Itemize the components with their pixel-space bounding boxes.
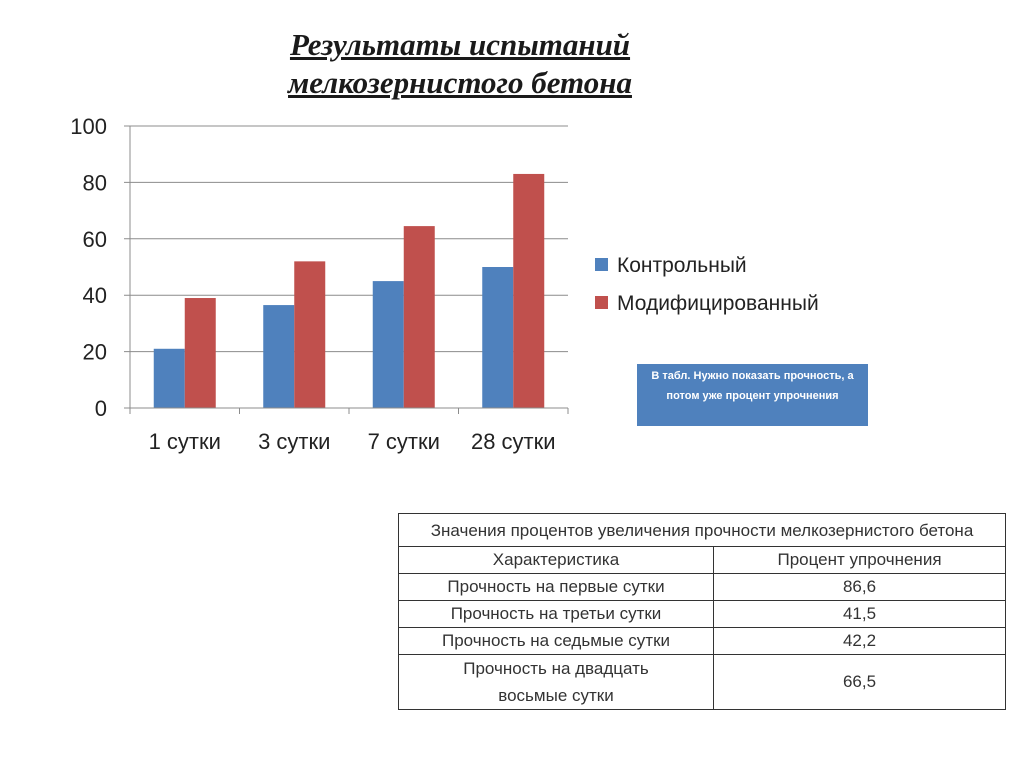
bar-modified bbox=[294, 261, 325, 408]
bar-control bbox=[373, 281, 404, 408]
table-cell: 42,2 bbox=[714, 628, 1006, 655]
x-tick-label: 1 сутки bbox=[148, 429, 221, 454]
y-tick-label: 100 bbox=[70, 114, 107, 139]
y-tick-label: 60 bbox=[82, 226, 107, 252]
annotation-note: В табл. Нужно показать прочность, а потом уже процент упрочнения bbox=[637, 364, 868, 426]
table-row bbox=[399, 601, 1006, 628]
table-cell: 86,6 bbox=[714, 574, 1006, 601]
y-tick-label: 0 bbox=[94, 396, 107, 421]
chart-legend bbox=[595, 254, 819, 315]
table-row bbox=[399, 655, 1006, 710]
table-row bbox=[399, 574, 1006, 601]
x-tick-label: 7 сутки bbox=[367, 429, 440, 454]
bar-modified bbox=[513, 174, 544, 408]
y-tick-label: 80 bbox=[82, 170, 107, 196]
legend-label: Контрольный bbox=[617, 254, 747, 277]
table-cell: 41,5 bbox=[714, 601, 1006, 628]
legend-swatch bbox=[595, 296, 608, 309]
y-tick-label: 20 bbox=[82, 339, 107, 365]
x-tick-label: 3 сутки bbox=[258, 429, 331, 454]
title-line-2: мелкозернистого бетона bbox=[288, 65, 632, 100]
table-cell: Прочность на седьмые сутки bbox=[399, 628, 714, 655]
bar-control bbox=[263, 305, 294, 408]
table-caption: Значения процентов увеличения прочности мелкозернистого бетона bbox=[399, 514, 1006, 547]
table-header-percent: Процент упрочнения bbox=[714, 547, 1006, 574]
title-line-1: Результаты испытаний bbox=[289, 27, 631, 62]
bar-control bbox=[482, 267, 513, 408]
bar-modified bbox=[185, 298, 216, 408]
table-cell: Прочность на двадцать восьмые сутки bbox=[399, 655, 714, 710]
bar-modified bbox=[404, 226, 435, 408]
table-header-characteristic: Характеристика bbox=[399, 547, 714, 574]
table-cell: Прочность на первые сутки bbox=[399, 574, 714, 601]
y-tick-label: 40 bbox=[82, 283, 107, 309]
table-row bbox=[399, 628, 1006, 655]
chart-bars bbox=[154, 174, 545, 408]
strength-table bbox=[398, 513, 1006, 710]
table-cell: 66,5 bbox=[714, 655, 1006, 710]
legend-label: Модифицированный bbox=[617, 292, 819, 315]
table-cell: Прочность на третьи сутки bbox=[399, 601, 714, 628]
x-tick-label: 28 сутки bbox=[470, 429, 556, 454]
legend-swatch bbox=[595, 258, 608, 271]
bar-control bbox=[154, 349, 185, 408]
